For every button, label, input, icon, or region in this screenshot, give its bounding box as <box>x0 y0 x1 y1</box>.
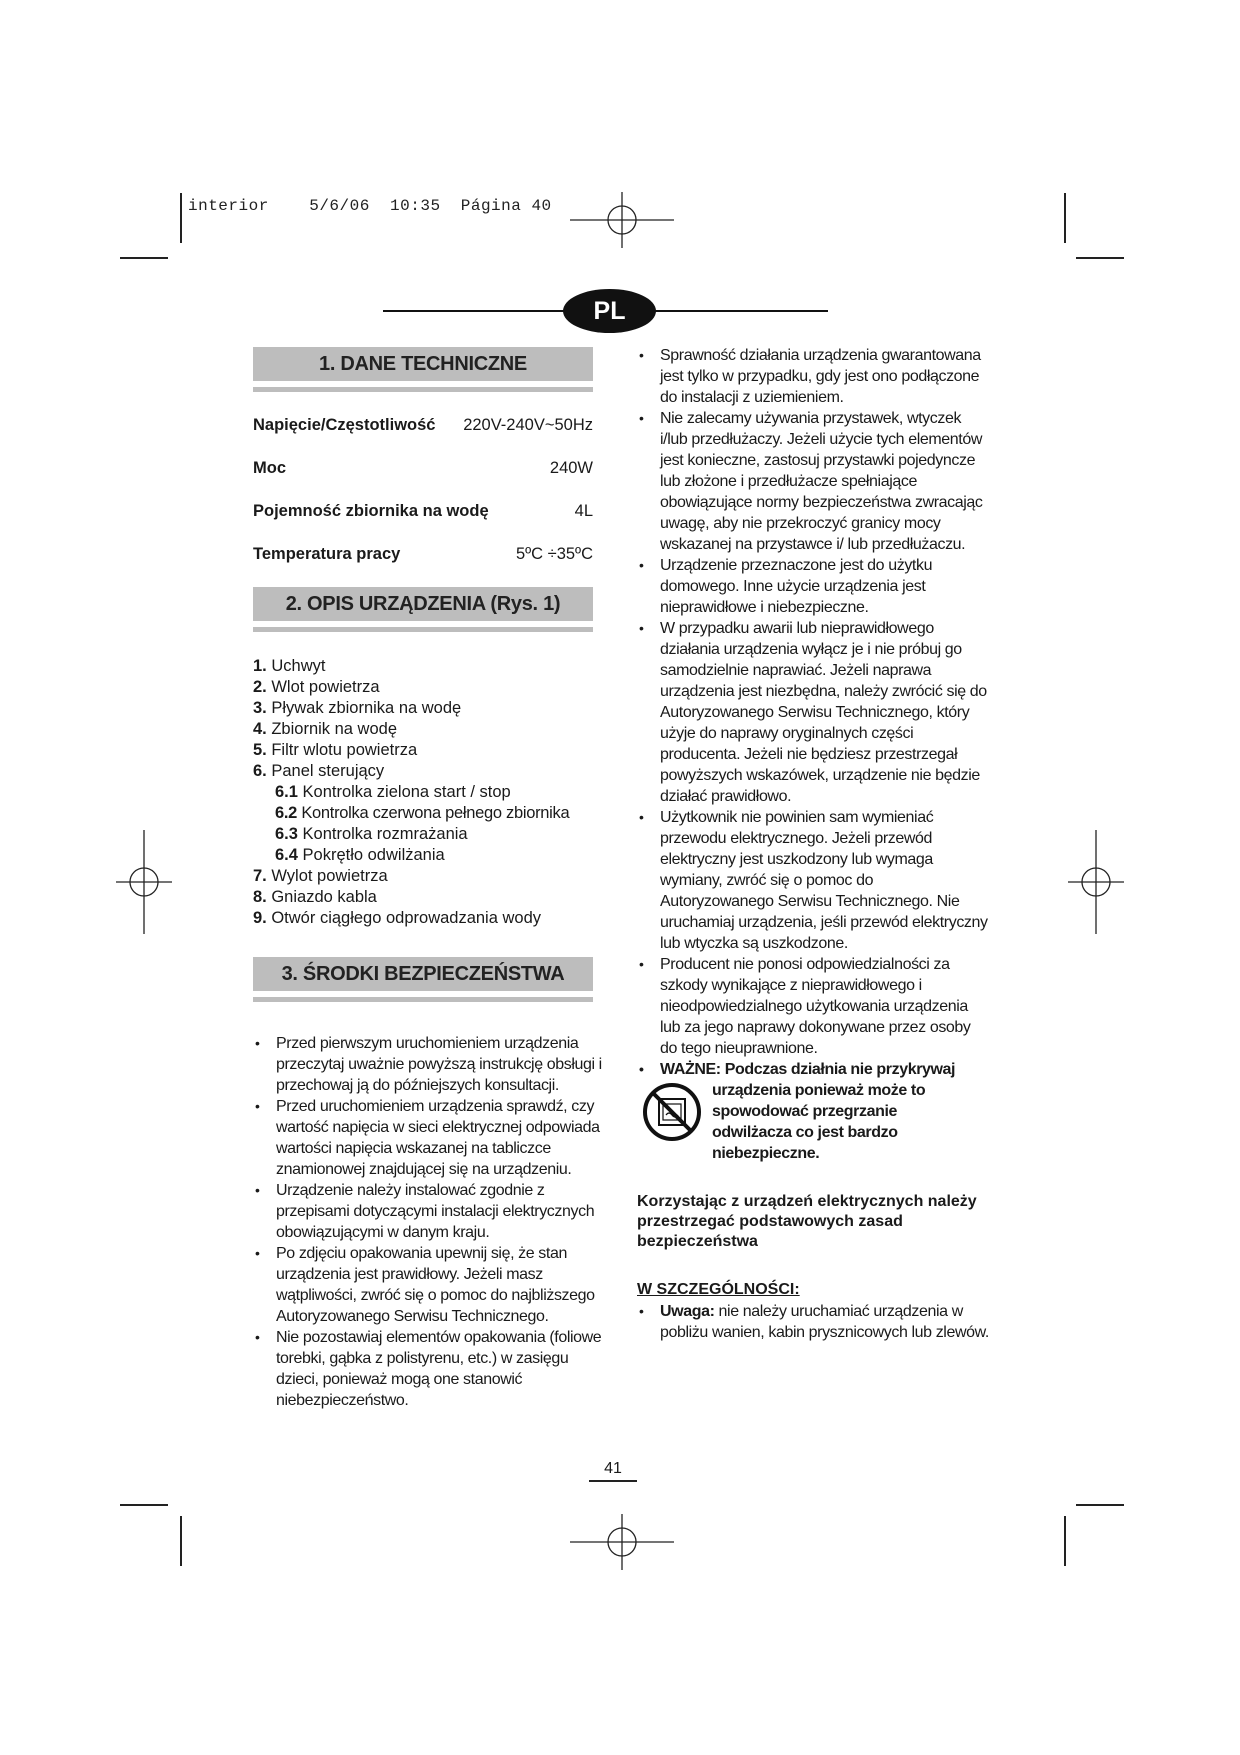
list-item: • Urządzenie przeznaczone jest do użytku domowego. Inne użycie urządzenia jest nieprawidłowe i niebezpieczne. <box>637 555 989 618</box>
uwaga-label: Uwaga: <box>660 1303 715 1320</box>
spec-table <box>253 416 593 564</box>
spec-label: Temperatura pracy <box>253 545 401 563</box>
crop-mark <box>1076 1504 1124 1506</box>
language-badge: PL <box>563 289 656 333</box>
list-item: • Przed uruchomieniem urządzenia sprawdź, czy wartość napięcia w sieci elektrycznej odpowiada wartości napięcia wskazanej na tabliczce znamionowej znajdującej się na urządzeniu. <box>253 1096 605 1180</box>
list-item <box>253 740 593 761</box>
item-number: 1. <box>253 657 267 675</box>
list-item <box>253 845 593 866</box>
registration-mark-icon <box>570 1514 674 1570</box>
item-number: 2. <box>253 678 267 696</box>
list-item: • Nie zalecamy używania przystawek, wtyczek i/lub przedłużaczy. Jeżeli użycie tych elementów jest konieczne, zastosuj przystawki pojedyncze lub złożone i przedłużacze spełniające obowiązujące normy bezpieczeństwa zwracając uwagę, aby nie przekroczyć granicy mocy wskazanej na przystawce i/ lub przedłużaczu. <box>637 408 989 555</box>
page-number: 41 <box>604 1460 622 1477</box>
section-underline <box>253 627 593 632</box>
list-item: • Sprawność działania urządzenia gwarantowana jest tylko w przypadku, gdy jest ono podłączone do instalacji z uziemieniem. <box>637 345 989 408</box>
crop-mark <box>180 1516 182 1566</box>
item-text: Wylot powietrza <box>266 867 388 885</box>
section-title-technical-data: 1. DANE TECHNICZNE <box>253 347 593 381</box>
crop-mark <box>1064 1516 1066 1566</box>
spec-row <box>253 459 593 478</box>
parts-list <box>253 656 593 929</box>
spec-row <box>253 416 593 435</box>
left-column <box>253 347 602 1411</box>
item-text: Kontrolka rozmrażania <box>297 825 468 843</box>
list-item <box>253 866 593 887</box>
section-underline <box>253 997 593 1002</box>
item-number: 6.2 <box>275 804 298 822</box>
registration-mark-icon <box>116 830 172 934</box>
list-item <box>253 908 593 929</box>
warning-line: WAŻNE: Podczas działnia nie przykrywaj <box>660 1061 956 1078</box>
particular-list <box>637 1301 989 1343</box>
spec-row <box>253 502 593 521</box>
list-item: • Po zdjęciu opakowania upewnij się, że stan urządzenia jest prawidłowy. Jeżeli masz wątpliwości, zwróć się o pomoc do najbliższego Autoryzowanego Serwisu Technicznego. <box>253 1243 605 1327</box>
item-number: 6.1 <box>275 783 298 801</box>
list-item <box>637 1301 989 1343</box>
safety-list <box>253 1033 605 1411</box>
uwaga-text: nie należy uruchamiać urządzenia w pobliżu wanien, kabin prysznicowych lub zlewów. <box>660 1303 989 1341</box>
registration-mark-icon <box>1068 830 1124 934</box>
print-header-stamp: interior 5/6/06 10:35 Página 40 <box>188 197 552 215</box>
item-number: 3. <box>253 699 267 717</box>
crop-mark <box>1064 193 1066 243</box>
list-item <box>253 656 593 677</box>
warning-block <box>637 1080 989 1164</box>
list-item <box>253 803 593 824</box>
list-item <box>253 887 593 908</box>
list-item <box>253 677 593 698</box>
item-text: Gniazdo kabla <box>266 888 377 906</box>
list-item: • Producent nie ponosi odpowiedzialności za szkody wynikające z nieprawidłowego i nieodpowiedzialnego użytkowania urządzenia lub za jego naprawy dokonywane przez osoby do tego nieuprawnione. <box>637 954 989 1059</box>
language-rule <box>650 310 828 312</box>
safety-list-continued <box>637 345 989 1080</box>
crop-mark <box>180 193 182 243</box>
item-number: 4. <box>253 720 267 738</box>
list-item: • W przypadku awarii lub nieprawidłowego działania urządzenia wyłącz je i nie próbuj go samodzielnie naprawiać. Jeżeli naprawa urządzenia jest niezbędna, należy zwrócić się do Autoryzowanego Serwisu Technicznego, który użyje do naprawy oryginalnych części producenta. Jeżeli nie będziesz przestrzegał powyższych wskazówek, urządzenie nie będzie działać prawidłowo. <box>637 618 989 807</box>
item-text: Wlot powietrza <box>266 678 380 696</box>
item-text: Kontrolka czerwona pełnego zbiornika <box>297 804 570 822</box>
item-text: Filtr wlotu powietrza <box>266 741 418 759</box>
list-item <box>253 782 593 803</box>
list-item: • Nie pozostawiaj elementów opakowania (foliowe torebki, gąbka z polistyrenu, etc.) w zasięgu dzieci, ponieważ mogą one stanowić niebezpieczeństwo. <box>253 1327 605 1411</box>
item-number: 6. <box>253 762 267 780</box>
item-number: 6.4 <box>275 846 298 864</box>
right-column <box>637 345 989 1343</box>
list-item <box>253 824 593 845</box>
item-text: Otwór ciągłego odprowadzania wody <box>266 909 542 927</box>
spec-label: Napięcie/Częstotliwość <box>253 416 436 434</box>
list-item: • Urządzenie należy instalować zgodnie z przepisami dotyczącymi instalacji elektrycznych obowiązującymi w danym kraju. <box>253 1180 605 1243</box>
item-text: Pływak zbiornika na wodę <box>266 699 462 717</box>
item-number: 8. <box>253 888 267 906</box>
do-not-cover-icon <box>642 1082 702 1142</box>
item-number: 6.3 <box>275 825 298 843</box>
crop-mark <box>1076 257 1124 259</box>
item-number: 7. <box>253 867 267 885</box>
item-text: Kontrolka zielona start / stop <box>297 783 511 801</box>
in-particular-heading: W SZCZEGÓLNOŚCI: <box>637 1281 800 1298</box>
item-text: Pokrętło odwilżania <box>297 846 445 864</box>
list-item <box>253 719 593 740</box>
list-item <box>637 1059 989 1080</box>
section-underline <box>253 387 593 392</box>
crop-mark <box>120 1504 168 1506</box>
item-text: Zbiornik na wodę <box>266 720 398 738</box>
item-text: Uchwyt <box>266 657 326 675</box>
spec-row <box>253 545 593 564</box>
spec-value: 5ºC ÷35ºC <box>515 545 593 563</box>
list-item: • Przed pierwszym uruchomieniem urządzenia przeczytaj uważnie powyższą instrukcję obsługi i przechowaj ją do późniejszych konsultacji. <box>253 1033 605 1096</box>
registration-mark-icon <box>570 192 674 248</box>
section-title-description: 2. OPIS URZĄDZENIA (Rys. 1) <box>253 587 593 621</box>
warning-text: urządzenia ponieważ może to spowodować przegrzanie odwilżacza co jest bardzo niebezpieczne. <box>712 1082 926 1162</box>
crop-mark <box>120 257 168 259</box>
language-rule <box>383 310 568 312</box>
item-number: 9. <box>253 909 267 927</box>
spec-label: Pojemność zbiornika na wodę <box>253 502 489 520</box>
list-item <box>253 761 593 782</box>
section-title-safety: 3. ŚRODKI BEZPIECZEŃSTWA <box>253 957 593 991</box>
electrical-safety-note: Korzystając z urządzeń elektrycznych należy przestrzegać podstawowych zasad bezpieczeństwa <box>637 1193 977 1250</box>
item-text: Panel sterujący <box>266 762 385 780</box>
spec-label: Moc <box>253 459 286 477</box>
list-item: • Użytkownik nie powinien sam wymieniać przewodu elektrycznego. Jeżeli przewód elektryczny jest uszkodzony lub wymaga wymiany, zwróć się o pomoc do Autoryzowanego Serwisu Technicznego. Nie uruchamiaj urządzenia, jeśli przewód elektryczny lub wtyczka są uszkodzone. <box>637 807 989 954</box>
spec-value: 240W <box>549 459 593 477</box>
spec-value: 220V-240V~50Hz <box>463 416 593 434</box>
spec-value: 4L <box>574 502 593 520</box>
page-number-underline <box>589 1480 637 1482</box>
item-number: 5. <box>253 741 267 759</box>
list-item <box>253 698 593 719</box>
